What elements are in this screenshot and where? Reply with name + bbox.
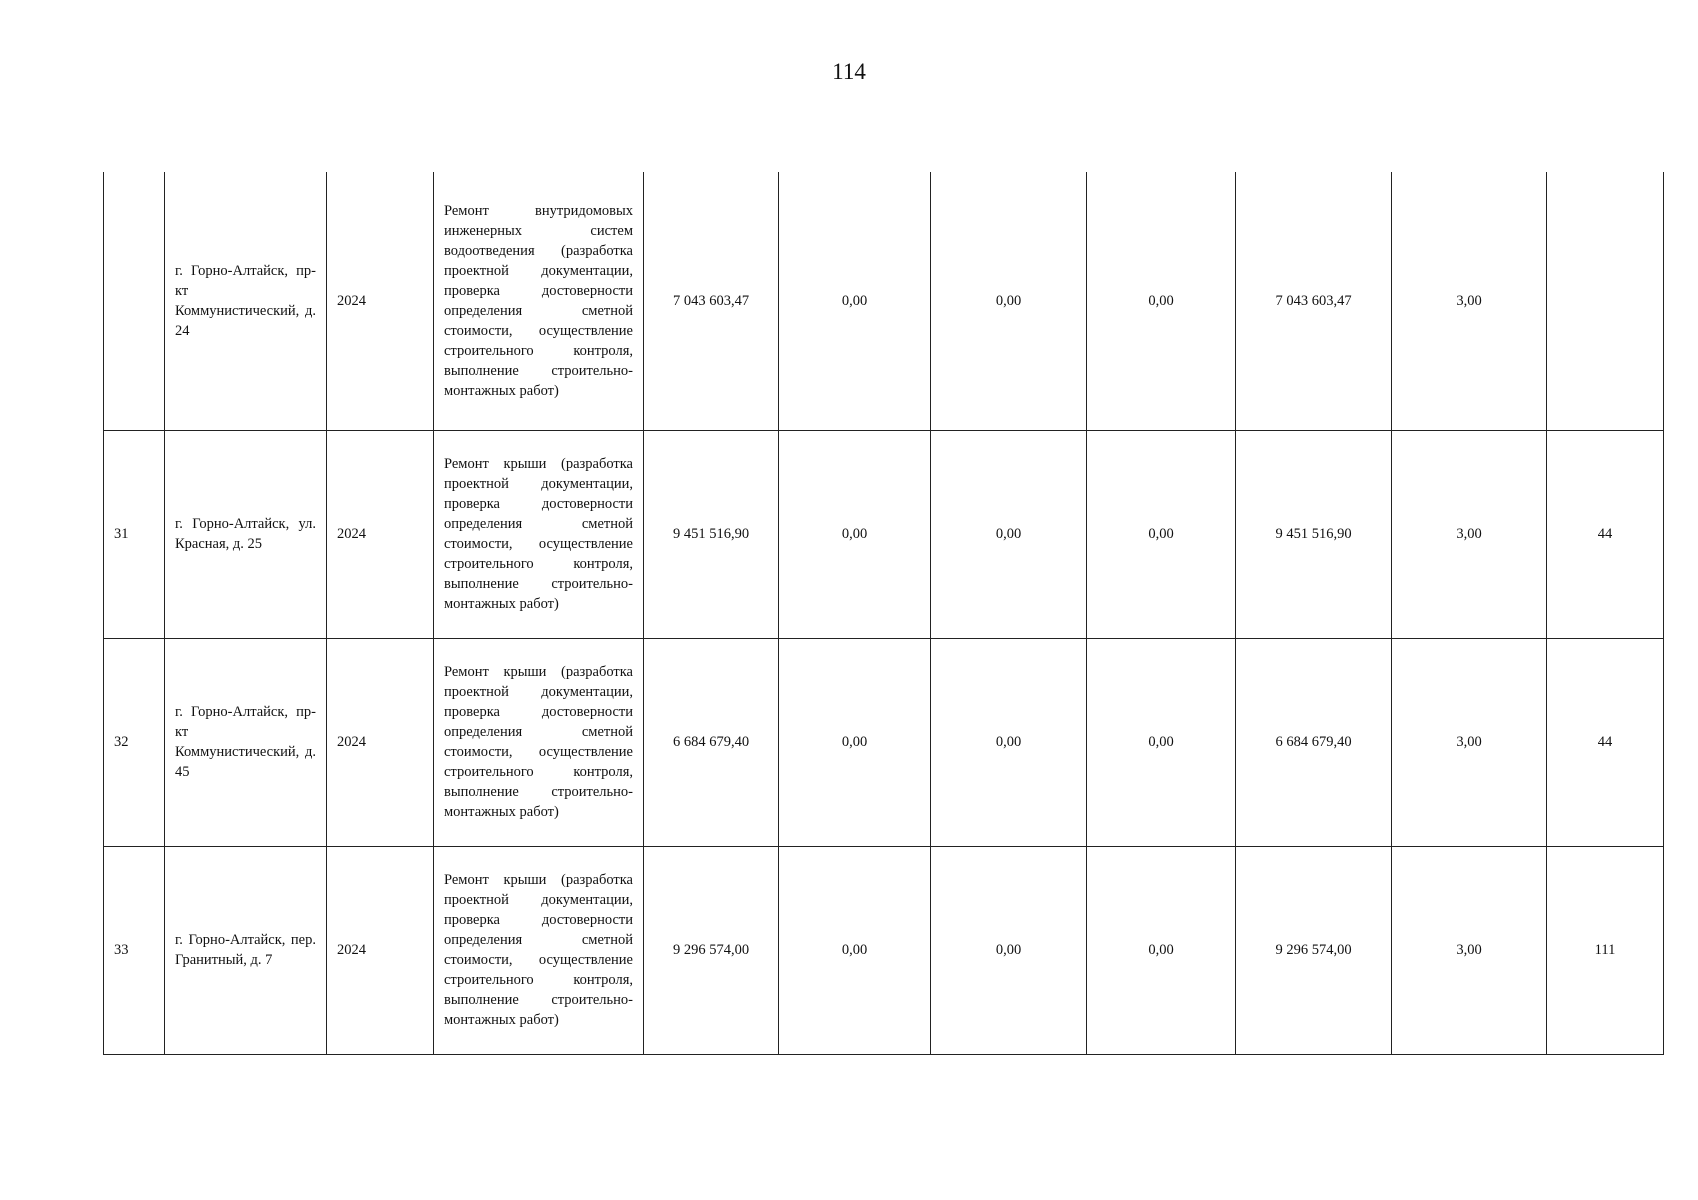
cell-value: 0,00: [779, 172, 931, 430]
cell-owner-funds: 6 684 679,40: [1236, 638, 1392, 846]
cell-value: 0,00: [931, 430, 1087, 638]
cell-value: 0,00: [1087, 846, 1236, 1054]
cell-work-type: Ремонт крыши (разработка проектной документации, проверка достоверности определения сметной стоимости, осуществление строительного контроля, выполнение строительно-монтажных работ): [434, 638, 644, 846]
cell-value: 44: [1547, 638, 1664, 846]
cell-value: 3,00: [1392, 172, 1547, 430]
table-row: [104, 172, 1664, 430]
cell-number: 32: [104, 638, 165, 846]
page-number: 114: [832, 59, 866, 84]
cell-value: 0,00: [931, 846, 1087, 1054]
cell-value: 111: [1547, 846, 1664, 1054]
cell-value: 0,00: [779, 846, 931, 1054]
cell-work-type: Ремонт крыши (разработка проектной документации, проверка достоверности определения сметной стоимости, осуществление строительного контроля, выполнение строительно-монтажных работ): [434, 846, 644, 1054]
cell-value: 3,00: [1392, 638, 1547, 846]
cell-year: 2024: [327, 172, 434, 430]
works-table: [103, 172, 1664, 1055]
cell-work-type: Ремонт крыши (разработка проектной документации, проверка достоверности определения сметной стоимости, осуществление строительного контроля, выполнение строительно-монтажных работ): [434, 430, 644, 638]
cell-total-cost: 9 296 574,00: [644, 846, 779, 1054]
cell-owner-funds: 9 296 574,00: [1236, 846, 1392, 1054]
table-row: [104, 430, 1664, 638]
cell-address: г. Горно-Алтайск, пр-кт Коммунистический, д. 45: [165, 638, 327, 846]
cell-value: 44: [1547, 430, 1664, 638]
cell-value: 0,00: [1087, 638, 1236, 846]
cell-value: 3,00: [1392, 430, 1547, 638]
cell-number: 31: [104, 430, 165, 638]
cell-work-type: Ремонт внутридомовых инженерных систем водоотведения (разработка проектной документации, проверка достоверности определения сметной стоимости, осуществление строительного контроля, выполнение строительно-монтажных работ): [434, 172, 644, 430]
cell-year: 2024: [327, 638, 434, 846]
cell-number: 33: [104, 846, 165, 1054]
cell-owner-funds: 7 043 603,47: [1236, 172, 1392, 430]
cell-year: 2024: [327, 846, 434, 1054]
cell-value: 0,00: [779, 430, 931, 638]
cell-total-cost: 9 451 516,90: [644, 430, 779, 638]
cell-owner-funds: 9 451 516,90: [1236, 430, 1392, 638]
table-row: [104, 846, 1664, 1054]
cell-value: 0,00: [931, 638, 1087, 846]
cell-number: [104, 172, 165, 430]
cell-address: г. Горно-Алтайск, ул. Красная, д. 25: [165, 430, 327, 638]
cell-value: 0,00: [779, 638, 931, 846]
cell-value: [1547, 172, 1664, 430]
cell-address: г. Горно-Алтайск, пр-кт Коммунистический, д. 24: [165, 172, 327, 430]
table-row: [104, 638, 1664, 846]
cell-value: 3,00: [1392, 846, 1547, 1054]
cell-value: 0,00: [1087, 172, 1236, 430]
cell-year: 2024: [327, 430, 434, 638]
cell-total-cost: 7 043 603,47: [644, 172, 779, 430]
cell-total-cost: 6 684 679,40: [644, 638, 779, 846]
cell-value: 0,00: [931, 172, 1087, 430]
cell-value: 0,00: [1087, 430, 1236, 638]
cell-address: г. Горно-Алтайск, пер. Гранитный, д. 7: [165, 846, 327, 1054]
